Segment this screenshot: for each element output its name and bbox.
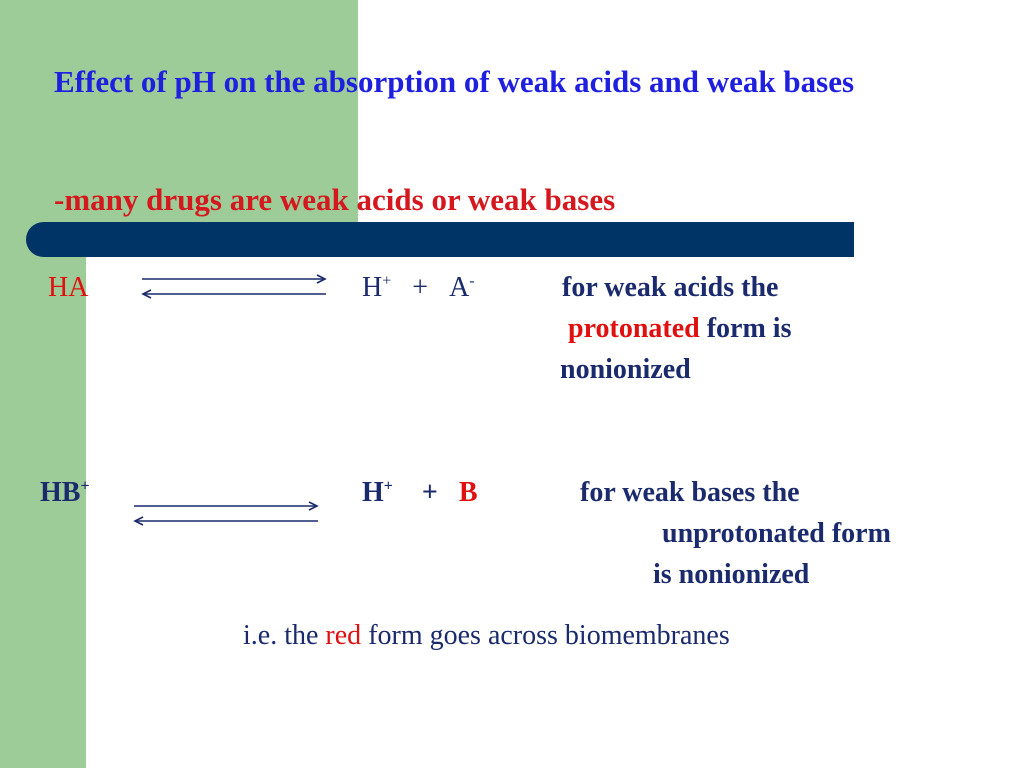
- acid-reactant: HA: [48, 272, 89, 303]
- acid-desc-line2-rest: form is: [699, 313, 792, 344]
- acid-desc-line3: nonionized: [560, 354, 691, 385]
- acid-proton-charge: +: [382, 272, 392, 290]
- base-reactant-charge: +: [80, 477, 90, 495]
- base-equilibrium-arrows-icon: [130, 498, 322, 528]
- slide-title: Effect of pH on the absorption of weak acids and weak bases: [54, 64, 855, 99]
- acid-desc-line1: for weak acids the: [562, 272, 779, 303]
- base-product: B: [458, 477, 478, 508]
- acid-anion-charge: -: [469, 272, 475, 290]
- base-products: [362, 477, 478, 509]
- base-plus: +: [421, 477, 438, 508]
- title-divider-bar: [26, 222, 854, 257]
- base-reactant-formula: HB: [40, 477, 81, 508]
- base-desc-line2: unprotonated form: [662, 518, 891, 549]
- acid-products: [362, 272, 475, 304]
- footnote-highlight: red: [325, 620, 362, 651]
- footnote-suffix: form goes across biomembranes: [361, 620, 730, 651]
- acid-anion: A: [449, 272, 470, 303]
- footnote-prefix: i.e. the: [243, 620, 326, 651]
- acid-desc-highlight: protonated: [568, 313, 700, 344]
- acid-plus: +: [412, 272, 429, 303]
- acid-equilibrium-arrows-icon: [138, 272, 330, 300]
- base-desc-line1: for weak bases the: [580, 477, 800, 508]
- base-desc-line3: is nonionized: [653, 559, 810, 590]
- acid-proton: H: [362, 272, 383, 303]
- base-reactant: [40, 477, 90, 509]
- acid-desc-line2: [568, 313, 791, 345]
- base-proton: H: [362, 477, 384, 508]
- footnote: [243, 620, 730, 652]
- base-proton-charge: +: [383, 477, 393, 495]
- slide-subtitle: -many drugs are weak acids or weak bases: [54, 182, 616, 217]
